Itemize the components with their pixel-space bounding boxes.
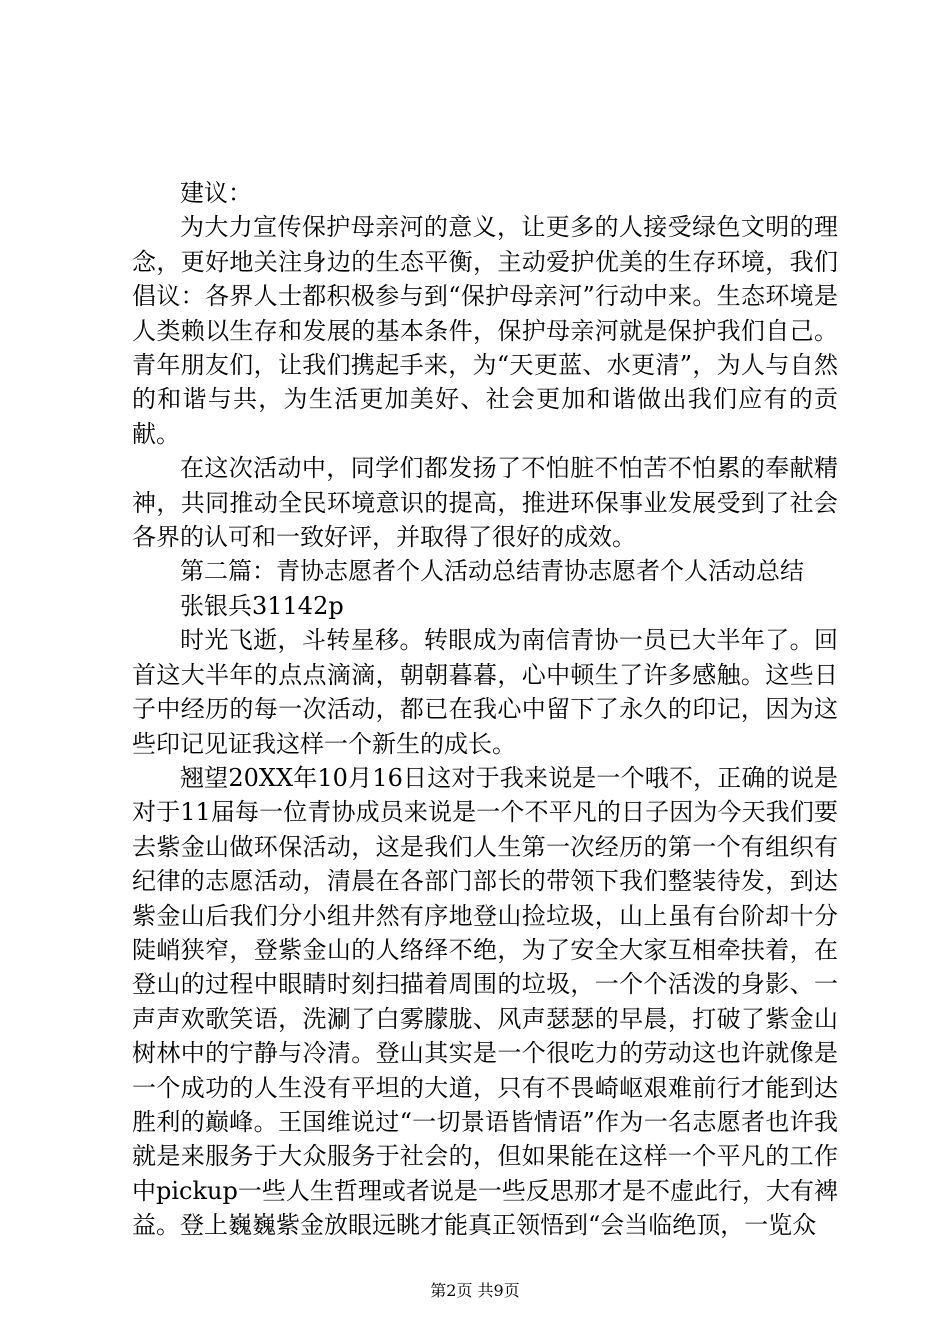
paragraph-activity-story: 翘望20XX年10月16日这对于我来说是一个哦不，正确的说是对于11届每一位青协成员来说是一个不平凡的日子因为今天我们要去紫金山做环保活动，这是我们人生第一次经历的第一个有组织有纪律的志愿活动，清晨在各部门部长的带领下我们整装待发，到达紫金山后我们分小组井然有序地登山捡垃圾，山上虽有台阶却十分陡峭狭窄，登紫金山的人络绎不绝，为了安全大家互相牵扶着，在登山的过程中眼睛时刻扫描着周围的垃圾，一个个活泼的身影、一声声欢歌笑语，洗涮了白雾朦胧、风声瑟瑟的早晨，打破了紫金山树林中的宁静与冷清。登山其实是一个很吃力的劳动这也许就像是一个成功的人生没有平坦的大道，只有不畏崎岖艰难前行才能到达胜利的巅峰。王国维说过“一切景语皆情语”作为一名志愿者也许我就是来服务于大众服务于社会的，但如果能在这样一个平凡的工作中pickup一些人生哲理或者说是一些反思那才是不虚此行，大有裨益。登上巍巍紫金放眼远眺才能真正领悟到“会当临绝顶，一览众 — [132, 763, 838, 1240]
page-number: 第2页 共9页 — [430, 1281, 520, 1300]
document-body — [132, 176, 838, 1243]
paragraph-intro: 时光飞逝，斗转星移。转眼成为南信青协一员已大半年了。回首这大半年的点点滴滴，朝朝暮暮，心中顿生了许多感触。这些日子中经历的每一次活动，都已在我心中留下了永久的印记，因为这些印记见证我这样一个新生的成长。 — [132, 626, 838, 758]
paragraph-activity-result: 在这次活动中，同学们都发扬了不怕脏不怕苦不怕累的奉献精神，共同推动全民环境意识的提高，推进环保事业发展受到了社会各界的认可和一致好评，并取得了很好的成效。 — [132, 454, 838, 552]
page-footer — [0, 1281, 950, 1301]
section-title: 第二篇：青协志愿者个人活动总结青协志愿者个人活动总结 — [180, 557, 804, 586]
paragraph-proposal: 为大力宣传保护母亲河的意义，让更多的人接受绿色文明的理念，更好地关注身边的生态平衡，主动爱护优美的生存环境，我们倡议：各界人士都积极参与到“保护母亲河”行动中来。生态环境是人类赖以生存和发展的基本条件，保护母亲河就是保护我们自己。青年朋友们，让我们携起手来，为“天更蓝、水更清”，为人与自然的和谐与共，为生活更加美好、社会更加和谐做出我们应有的贡献。 — [132, 213, 838, 448]
paragraph-heading-suggestion: 建议： — [180, 179, 252, 207]
author-line: 张银兵31142p — [180, 591, 344, 620]
